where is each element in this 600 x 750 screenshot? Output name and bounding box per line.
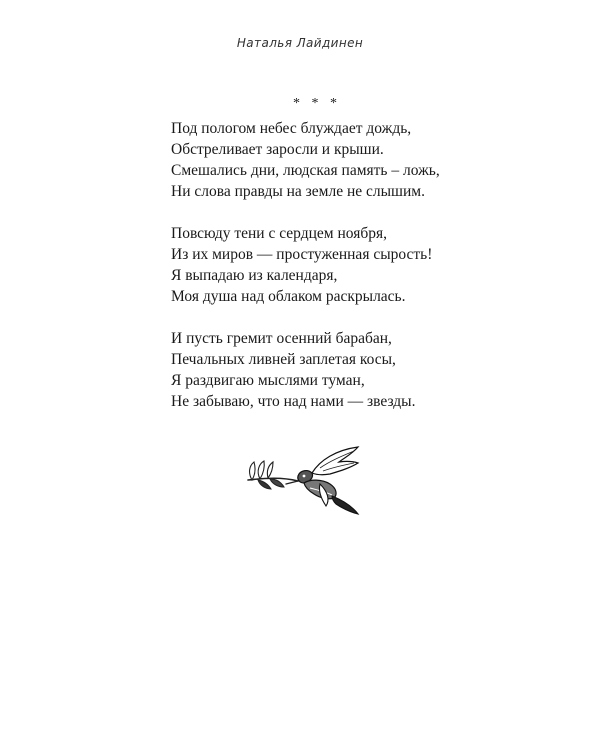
poem-line: Из их миров — простуженная сырость! [171, 246, 433, 263]
poem-line: Смешались дни, людская память – ложь, [171, 162, 440, 179]
poem-line: Моя душа над облаком раскрылась. [171, 288, 406, 305]
stanza-2 [171, 223, 471, 307]
poem-line: Печальных ливней заплетая косы, [171, 351, 396, 368]
stanza-3 [171, 328, 471, 412]
poem-line: И пусть гремит осенний барабан, [171, 330, 392, 347]
poem-line: Я раздвигаю мыслями туман, [171, 372, 365, 389]
hummingbird-with-olive-branch-icon [240, 440, 368, 522]
poem-line: Я выпадаю из календаря, [171, 267, 338, 284]
poem-line: Под пологом небес блуждает дождь, [171, 120, 412, 137]
poem-line: Не забываю, что над нами — звезды. [171, 393, 416, 410]
poem-line: Ни слова правды на земле не слышим. [171, 183, 425, 200]
running-header-author: Наталья Лайдинен [236, 36, 364, 50]
poem-separator: * * * [293, 96, 341, 111]
poem-line: Обстреливает заросли и крыши. [171, 141, 384, 158]
stanza-1 [171, 118, 471, 202]
poem-line: Повсюду тени с сердцем ноября, [171, 225, 387, 242]
poem [171, 118, 471, 433]
